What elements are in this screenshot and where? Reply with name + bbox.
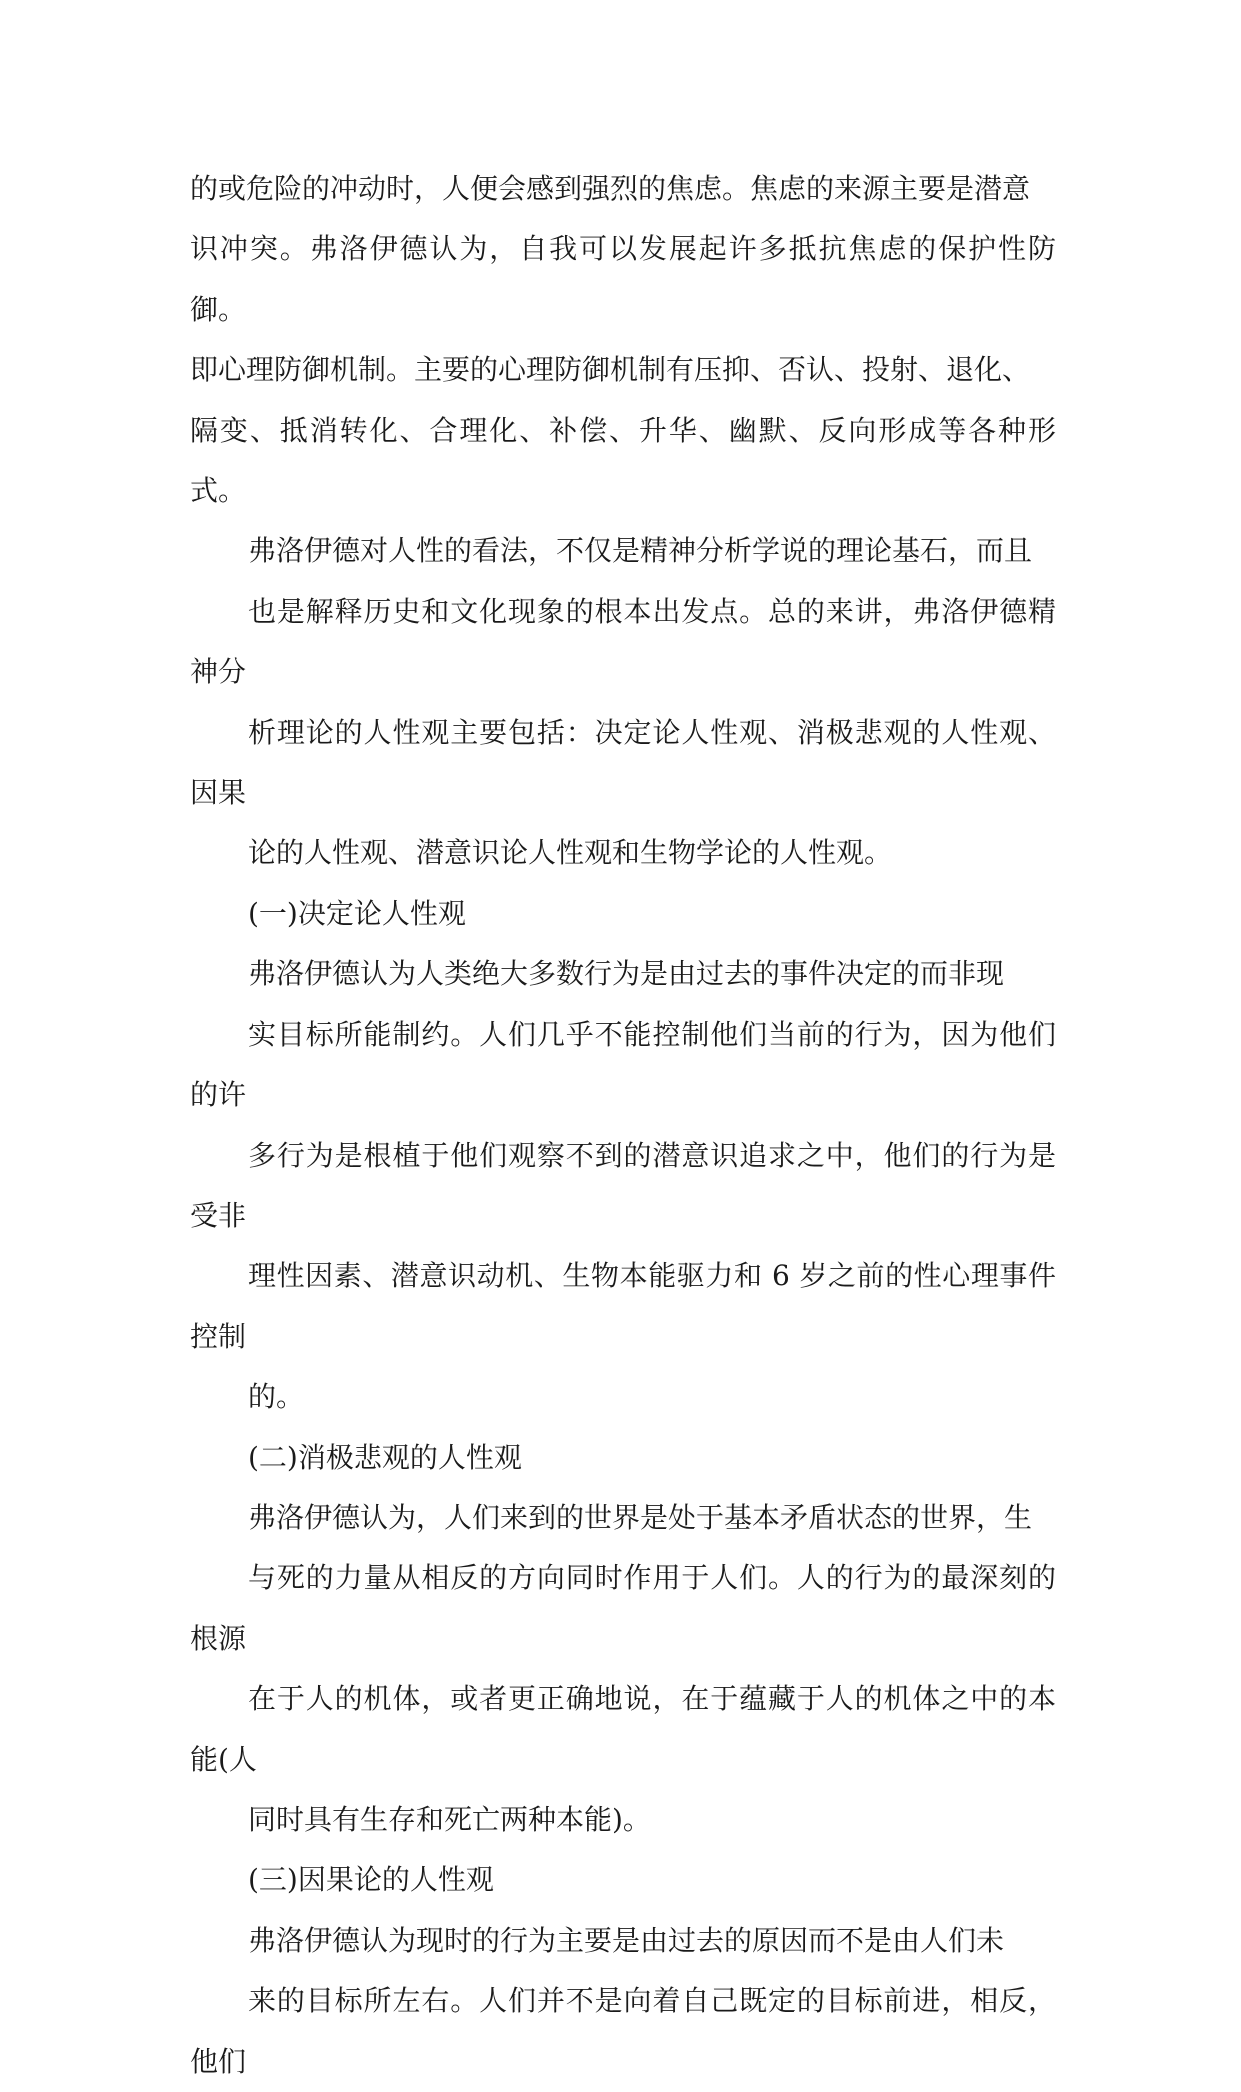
text-line: 即心理防御机制。主要的心理防御机制有压抑、否认、投射、退化、 [190, 353, 1031, 387]
text-line: 同时具有生存和死亡两种本能)。 [248, 1802, 651, 1836]
text-line: 弗洛伊德认为人类绝大多数行为是由过去的事件决定的而非现 [248, 957, 1005, 991]
paragraph-causality [190, 1911, 1056, 2092]
text-line: 在于人的机体，或者更正确地说，在于蕴藏于人的机体之中的本能(人 [190, 1682, 1056, 1776]
text-line: 的。 [248, 1380, 305, 1414]
section-heading-determinism [190, 884, 1056, 944]
text-line: 实目标所能制约。人们几乎不能控制他们当前的行为，因为他们的许 [190, 1017, 1056, 1112]
section-heading-causality [190, 1850, 1056, 1910]
paragraph-defense-mechanisms [190, 159, 1056, 521]
text-line: 来的目标所左右。人们并不是向着自己既定的目标前进，相反，他们 [190, 1984, 1056, 2078]
heading-text: (二)消极悲观的人性观 [248, 1440, 522, 1474]
text-line: 与死的力量从相反的方向同时作用于人们。人的行为的最深刻的根源 [190, 1561, 1056, 1655]
text-line: 隔变、抵消转化、合理化、补偿、升华、幽默、反向形成等各种形式。 [190, 413, 1056, 508]
text-line: 弗洛伊德认为，人们来到的世界是处于基本矛盾状态的世界，生 [248, 1500, 1033, 1534]
text-line: 理性因素、潜意识动机、生物本能驱力和 6 岁之前的性心理事件控制 [190, 1259, 1056, 1353]
text-line: 多行为是根植于他们观察不到的潜意识追求之中，他们的行为是受非 [190, 1138, 1056, 1232]
heading-text: (三)因果论的人性观 [248, 1863, 494, 1897]
text-line: 也是解释历史和文化现象的根本出发点。总的来讲，弗洛伊德精神分 [190, 594, 1056, 689]
text-line: 弗洛伊德对人性的看法，不仅是精神分析学说的理论基石，而且 [248, 534, 1033, 568]
document-body [190, 159, 1056, 2092]
section-heading-pessimism [190, 1428, 1056, 1488]
text-line: 识冲突。弗洛伊德认为，自我可以发展起许多抵抗焦虑的保护性防御。 [190, 232, 1056, 326]
text-line: 析理论的人性观主要包括：决定论人性观、消极悲观的人性观、因果 [190, 715, 1056, 810]
paragraph-determinism [190, 944, 1056, 1427]
text-line: 弗洛伊德认为现时的行为主要是由过去的原因而不是由人们未 [248, 1923, 1005, 1957]
heading-text: (一)决定论人性观 [248, 896, 466, 930]
text-line: 论的人性观、潜意识论人性观和生物学论的人性观。 [248, 836, 893, 870]
paragraph-human-nature-overview [190, 521, 1056, 883]
text-line: 的或危险的冲动时，人便会感到强烈的焦虑。焦虑的来源主要是潜意 [190, 172, 1031, 205]
paragraph-pessimism [190, 1488, 1056, 1850]
